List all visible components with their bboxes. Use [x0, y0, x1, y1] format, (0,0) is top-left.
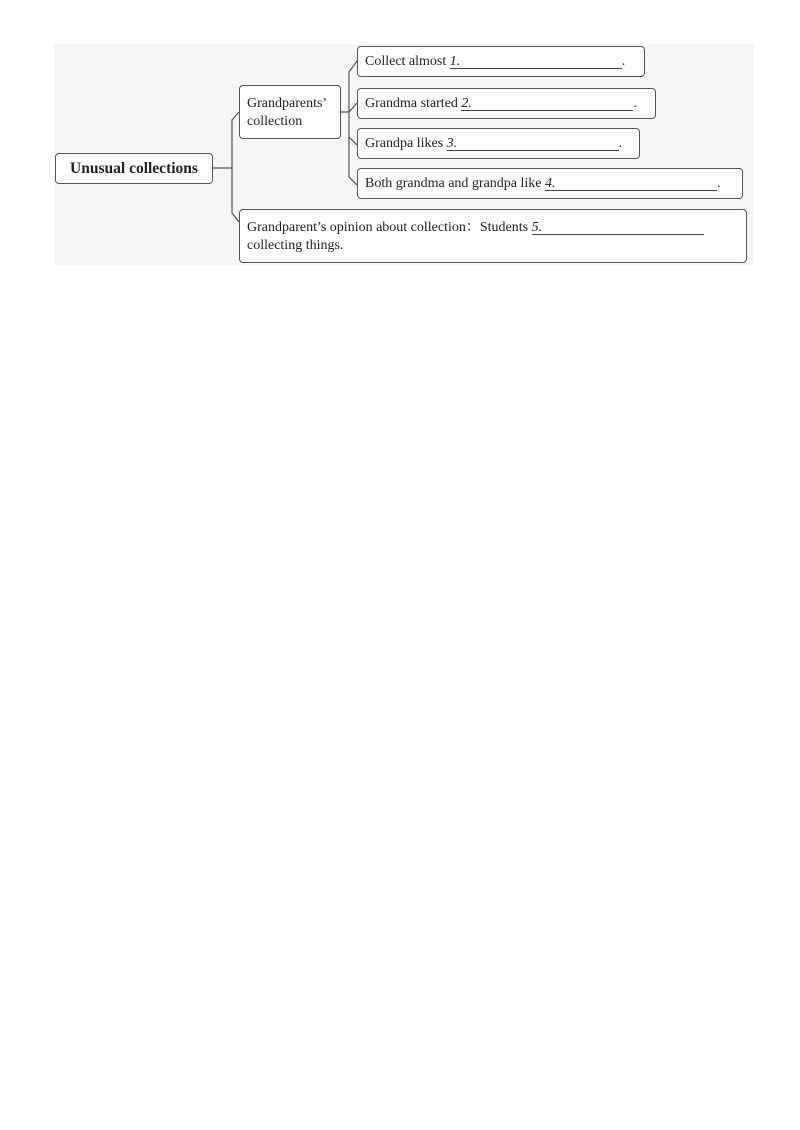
opinion-branch-connector: [232, 168, 239, 222]
item-1-end: .: [621, 54, 626, 69]
item-3-text: Grandpa likes: [365, 136, 447, 151]
item4-connector: [349, 177, 357, 185]
item-3-end: .: [618, 136, 623, 151]
answer-blank-5[interactable]: 5.: [532, 219, 704, 235]
opinion-text: Grandparent’s opinion about collection：Students: [247, 220, 532, 235]
item-2-text: Grandma started: [365, 96, 462, 111]
answer-blank-2[interactable]: 2.: [461, 95, 633, 111]
item-1-text: Collect almost: [365, 54, 450, 69]
opinion-node: [239, 209, 747, 263]
answer-blank-3[interactable]: 3.: [447, 135, 619, 151]
grandparents-collection-label-line2: collection: [247, 114, 303, 129]
collection-item-1: [357, 46, 645, 77]
collection-item-2: [357, 88, 656, 119]
opinion-line2: collecting things.: [247, 238, 344, 253]
item1-connector: [349, 61, 357, 72]
item-4-text: Both grandma and grandpa like: [365, 176, 546, 191]
item-2-end: .: [633, 96, 637, 111]
root-node: [55, 153, 213, 184]
grandparents-collection-node: [239, 85, 341, 139]
answer-blank-1[interactable]: 1.: [450, 53, 622, 69]
collection-item-3: [357, 128, 640, 159]
item2-connector: [349, 103, 357, 112]
item3-connector: [349, 137, 357, 145]
grandparents-collection-label-line1: Grandparents’: [247, 96, 328, 111]
opinion-line1: [247, 219, 746, 237]
gp-branch-connector: [232, 112, 239, 168]
root-label: Unusual collections: [70, 159, 198, 177]
answer-blank-4[interactable]: 4.: [545, 175, 717, 191]
item-4-end: .: [717, 176, 721, 191]
collection-item-4: [357, 168, 743, 199]
